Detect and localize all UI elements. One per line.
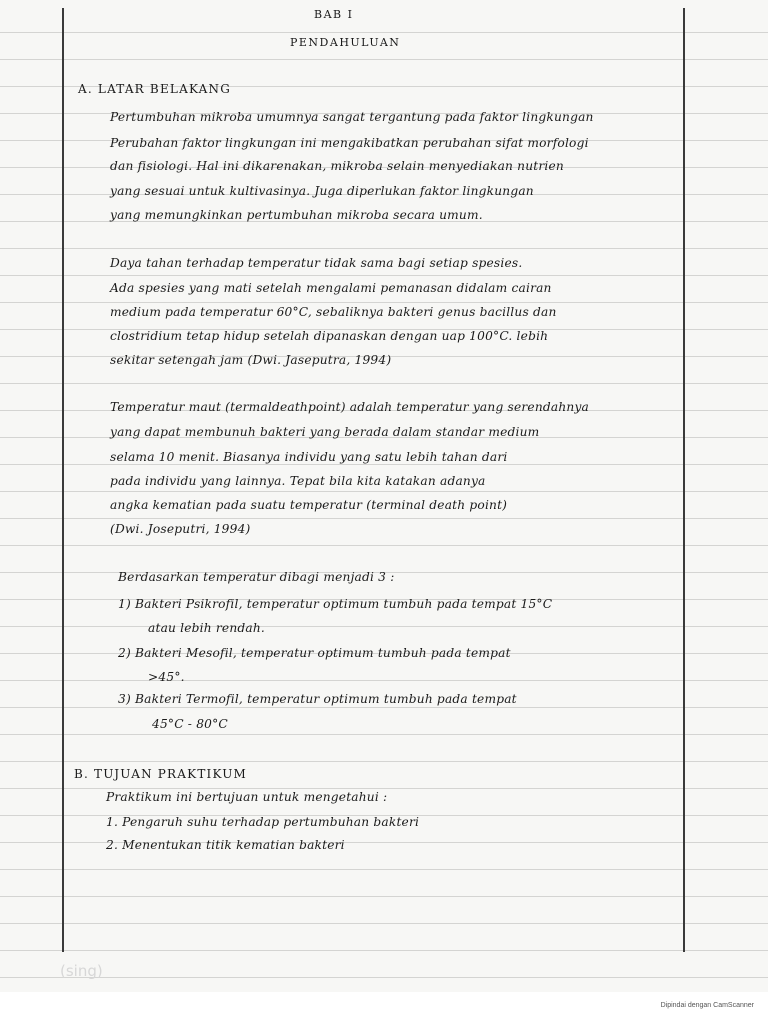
- text-line: sekitar setengah jam (Dwi. Jaseputra, 1994): [110, 353, 392, 367]
- right-margin-line: [683, 8, 685, 952]
- scanner-watermark: Dipindai dengan CamScanner: [660, 1002, 754, 1009]
- list-item: atau lebih rendah.: [148, 621, 265, 635]
- section-b-heading: B. TUJUAN PRAKTIKUM: [74, 767, 247, 781]
- text-line: Temperatur maut (termaldeathpoint) adalah temperatur yang serendahnya: [110, 400, 589, 414]
- list-item: 1) Bakteri Psikrofil, temperatur optimum tumbuh pada tempat 15°C: [118, 597, 553, 611]
- text-line: medium pada temperatur 60°C, sebaliknya bakteri genus bacillus dan: [110, 305, 557, 319]
- text-line: yang dapat membunuh bakteri yang berada dalam standar medium: [110, 425, 540, 439]
- objective-item: 2. Menentukan titik kematian bakteri: [106, 838, 345, 852]
- section-a-heading: A. LATAR BELAKANG: [78, 82, 231, 96]
- text-line: Pertumbuhan mikroba umumnya sangat tergantung pada faktor lingkungan: [110, 110, 594, 124]
- objective-item: 1. Pengaruh suhu terhadap pertumbuhan bakteri: [106, 815, 420, 829]
- text-line: yang memungkinkan pertumbuhan mikroba secara umum.: [110, 208, 483, 222]
- list-item: 3) Bakteri Termofil, temperatur optimum tumbuh pada tempat: [118, 692, 517, 706]
- text-line: (Dwi. Joseputri, 1994): [110, 522, 251, 536]
- text-line: clostridium tetap hidup setelah dipanaskan dengan uap 100°C. lebih: [110, 329, 549, 343]
- section-b-intro: Praktikum ini bertujuan untuk mengetahui :: [106, 790, 388, 804]
- list-intro: Berdasarkan temperatur dibagi menjadi 3 :: [118, 570, 395, 584]
- text-line: Daya tahan terhadap temperatur tidak sama bagi setiap spesies.: [110, 256, 523, 270]
- list-item: 45°C - 80°C: [152, 717, 228, 731]
- left-margin-line: [62, 8, 64, 952]
- text-line: dan fisiologi. Hal ini dikarenakan, mikroba selain menyediakan nutrien: [110, 159, 564, 173]
- text-line: yang sesuai untuk kultivasinya. Juga diperlukan faktor lingkungan: [110, 184, 534, 198]
- text-line: angka kematian pada suatu temperatur (terminal death point): [110, 498, 508, 512]
- text-line: Perubahan faktor lingkungan ini mengakibatkan perubahan sifat morfologi: [110, 136, 589, 150]
- list-item: >45°.: [148, 670, 185, 684]
- text-line: pada individu yang lainnya. Tepat bila kita katakan adanya: [110, 474, 486, 488]
- chapter-number: BAB I: [314, 8, 354, 21]
- text-line: selama 10 menit. Biasanya individu yang satu lebih tahan dari: [110, 450, 508, 464]
- faint-bottom-mark: (sing): [60, 962, 103, 980]
- list-item: 2) Bakteri Mesofil, temperatur optimum tumbuh pada tempat: [118, 646, 511, 660]
- chapter-title: PENDAHULUAN: [290, 36, 401, 49]
- text-line: Ada spesies yang mati setelah mengalami pemanasan didalam cairan: [110, 281, 552, 295]
